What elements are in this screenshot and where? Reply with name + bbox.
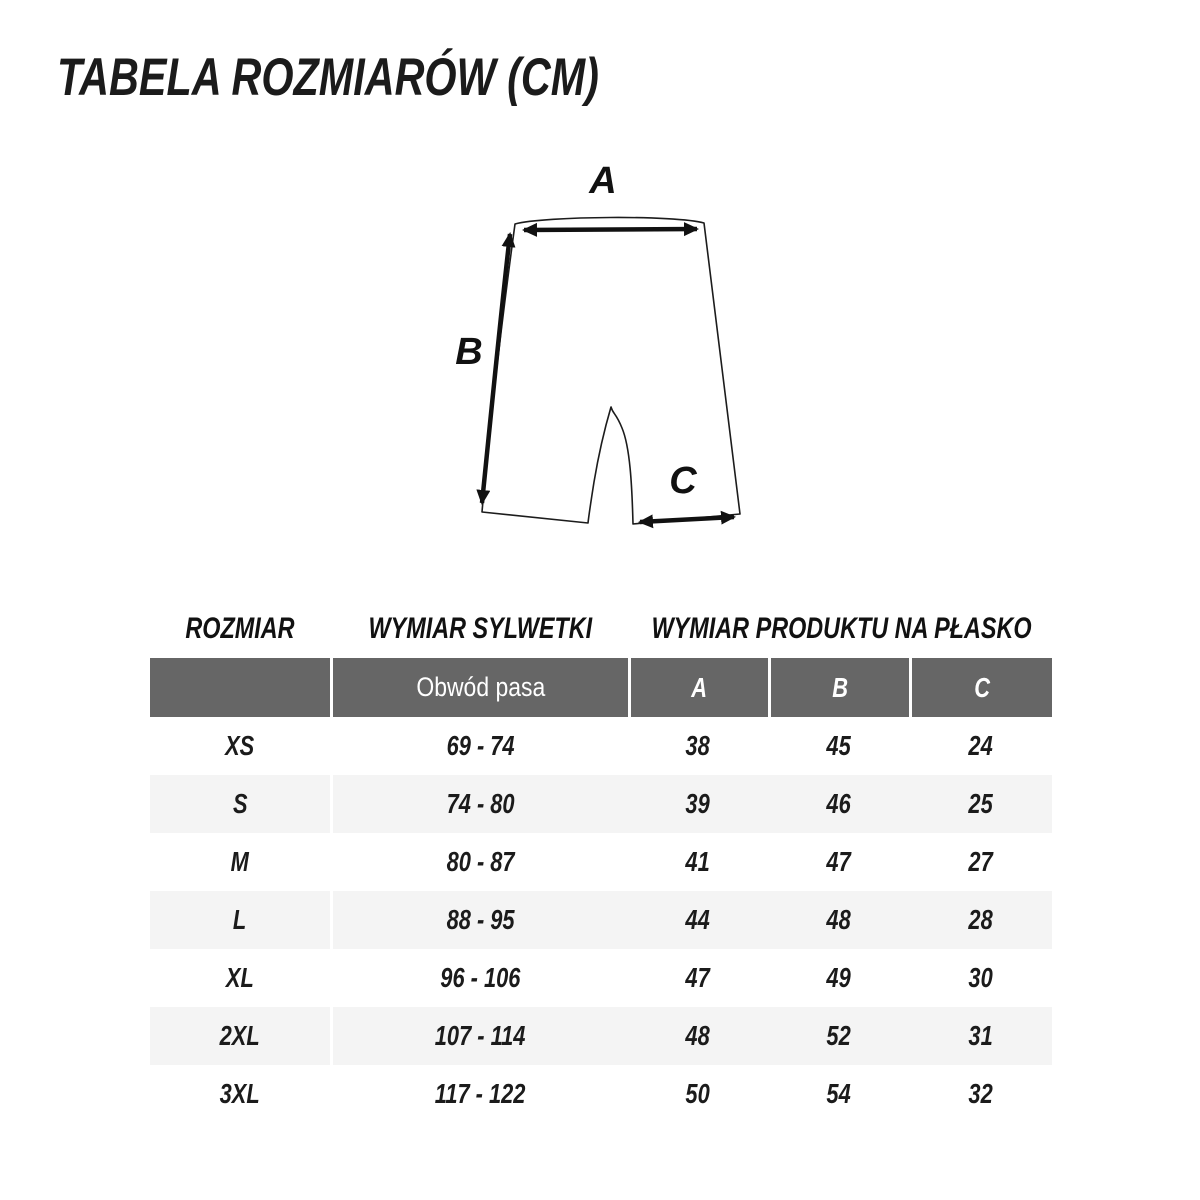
waist-cell: 88 - 95 xyxy=(333,891,628,949)
a-cell: 47 xyxy=(628,949,768,1007)
shorts-outline xyxy=(482,217,740,524)
table-row xyxy=(150,717,1052,775)
header-size-cell xyxy=(150,658,330,717)
row-measurements xyxy=(333,833,1052,891)
waist-cell: 96 - 106 xyxy=(333,949,628,1007)
size-cell: L xyxy=(150,891,330,949)
b-cell: 47 xyxy=(768,833,909,891)
measure-b-label: B xyxy=(455,331,483,373)
b-cell: 48 xyxy=(768,891,909,949)
table-row xyxy=(150,1007,1052,1065)
size-cell: 3XL xyxy=(150,1065,330,1123)
shorts-diagram xyxy=(440,150,780,570)
waist-cell: 117 - 122 xyxy=(333,1065,628,1123)
table-row xyxy=(150,949,1052,1007)
table-row xyxy=(150,775,1052,833)
row-measurements xyxy=(333,775,1052,833)
c-cell: 27 xyxy=(909,833,1052,891)
b-cell: 54 xyxy=(768,1065,909,1123)
measure-c-label: C xyxy=(669,460,697,502)
measure-a-arrow xyxy=(524,229,697,230)
b-cell: 46 xyxy=(768,775,909,833)
size-cell: S xyxy=(150,775,330,833)
waist-cell: 80 - 87 xyxy=(333,833,628,891)
a-cell: 38 xyxy=(628,717,768,775)
row-measurements xyxy=(333,949,1052,1007)
c-cell: 31 xyxy=(909,1007,1052,1065)
size-cell: XS xyxy=(150,717,330,775)
c-cell: 30 xyxy=(909,949,1052,1007)
header-c-cell: C xyxy=(912,658,1052,717)
page-title: TABELA ROZMIARÓW (CM) xyxy=(57,48,599,107)
header-a-cell: A xyxy=(631,658,768,717)
row-measurements xyxy=(333,1065,1052,1123)
a-cell: 50 xyxy=(628,1065,768,1123)
table-body xyxy=(150,717,1052,1123)
table-row xyxy=(150,1065,1052,1123)
a-cell: 48 xyxy=(628,1007,768,1065)
size-table xyxy=(150,658,1052,1123)
measure-a-label: A xyxy=(589,160,617,202)
waist-cell: 107 - 114 xyxy=(333,1007,628,1065)
b-cell: 49 xyxy=(768,949,909,1007)
size-cell: 2XL xyxy=(150,1007,330,1065)
row-measurements xyxy=(333,1007,1052,1065)
row-measurements xyxy=(333,891,1052,949)
b-cell: 45 xyxy=(768,717,909,775)
c-cell: 24 xyxy=(909,717,1052,775)
table-row xyxy=(150,891,1052,949)
column-group-size: ROZMIAR xyxy=(185,612,295,645)
column-group-product-flat: WYMIAR PRODUKTU NA PŁASKO xyxy=(651,612,1032,645)
a-cell: 41 xyxy=(628,833,768,891)
table-header-row xyxy=(150,658,1052,717)
a-cell: 44 xyxy=(628,891,768,949)
size-cell: M xyxy=(150,833,330,891)
c-cell: 32 xyxy=(909,1065,1052,1123)
size-cell: XL xyxy=(150,949,330,1007)
b-cell: 52 xyxy=(768,1007,909,1065)
column-group-body-measure: WYMIAR SYLWETKI xyxy=(368,612,593,645)
waist-cell: 74 - 80 xyxy=(333,775,628,833)
c-cell: 28 xyxy=(909,891,1052,949)
c-cell: 25 xyxy=(909,775,1052,833)
a-cell: 39 xyxy=(628,775,768,833)
header-waist-cell: Obwód pasa xyxy=(333,658,628,717)
table-row xyxy=(150,833,1052,891)
row-measurements xyxy=(333,717,1052,775)
header-b-cell: B xyxy=(771,658,909,717)
waist-cell: 69 - 74 xyxy=(333,717,628,775)
